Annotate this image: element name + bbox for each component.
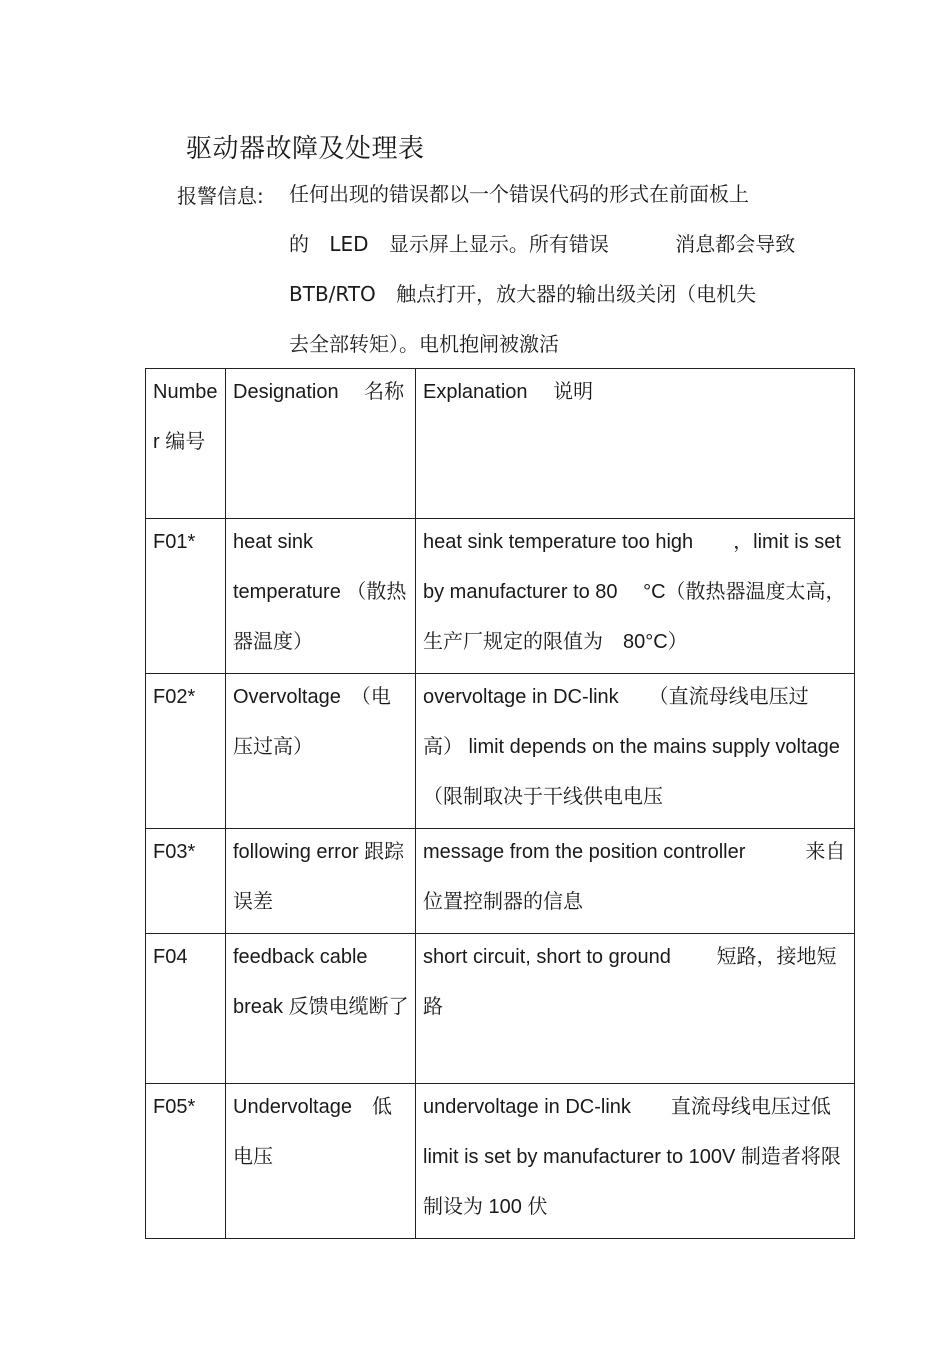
alarm-line-2 [289, 230, 796, 280]
fault-number: F05* [146, 1084, 226, 1239]
table-header-row [146, 369, 855, 519]
fault-number: F03* [146, 829, 226, 934]
alarm-description [289, 180, 796, 380]
fault-explanation: heat sink temperature too high ，limit is set by manufacturer to 80 °C（散热器温度太高，生产厂规定的限值为 80°C） [416, 519, 855, 674]
alarm-line-2-b: LED [329, 232, 369, 256]
fault-designation: Undervoltage 低电压 [226, 1084, 416, 1239]
alarm-line-3-a: BTB/RTO [289, 282, 376, 306]
alarm-line-1-text: 任何出现的错误都以一个错误代码的形式在前面板上 [289, 182, 749, 206]
fault-designation: feedback cable break 反馈电缆断了 [226, 934, 416, 1084]
alarm-line-3 [289, 280, 789, 330]
fault-number: F02* [146, 674, 226, 829]
fault-explanation: short circuit, short to ground 短路，接地短路 [416, 934, 855, 1084]
alarm-line-4-text: 去全部转矩）。电机抱闸被激活 [289, 332, 559, 356]
table-row [146, 829, 855, 934]
table-row [146, 519, 855, 674]
fault-designation: following error 跟踪误差 [226, 829, 416, 934]
fault-explanation: overvoltage in DC-link （直流母线电压过高） limit depends on the mains supply voltage （限制取决于干线供电电压 [416, 674, 855, 829]
table-row [146, 934, 855, 1084]
fault-designation: heat sink temperature （散热器温度） [226, 519, 416, 674]
alarm-label: 报警信息: [177, 184, 264, 208]
fault-table [145, 368, 855, 1239]
table-row [146, 1084, 855, 1239]
alarm-line-2-c: 显示屏上显示。所有错误 [388, 232, 609, 256]
fault-number: F04 [146, 934, 226, 1084]
header-designation: Designation 名称 [226, 369, 416, 519]
alarm-line-2-d: 消息都会导致 [675, 232, 796, 256]
header-number: Number 编号 [146, 369, 226, 519]
fault-explanation: message from the position controller 来自位置控制器的信息 [416, 829, 855, 934]
fault-number: F01* [146, 519, 226, 674]
header-explanation: Explanation 说明 [416, 369, 855, 519]
fault-explanation: undervoltage in DC-link 直流母线电压过低 limit is set by manufacturer to 100V 制造者将限制设为 100 伏 [416, 1084, 855, 1239]
alarm-line-3-b: 触点打开，放大器的输出级关闭（电机失 [396, 282, 757, 306]
table-row [146, 674, 855, 829]
alarm-line-1 [289, 180, 789, 230]
fault-designation: Overvoltage （电压过高） [226, 674, 416, 829]
alarm-line-2-a: 的 [289, 232, 309, 256]
page-title: 驱动器故障及处理表 [186, 134, 425, 164]
